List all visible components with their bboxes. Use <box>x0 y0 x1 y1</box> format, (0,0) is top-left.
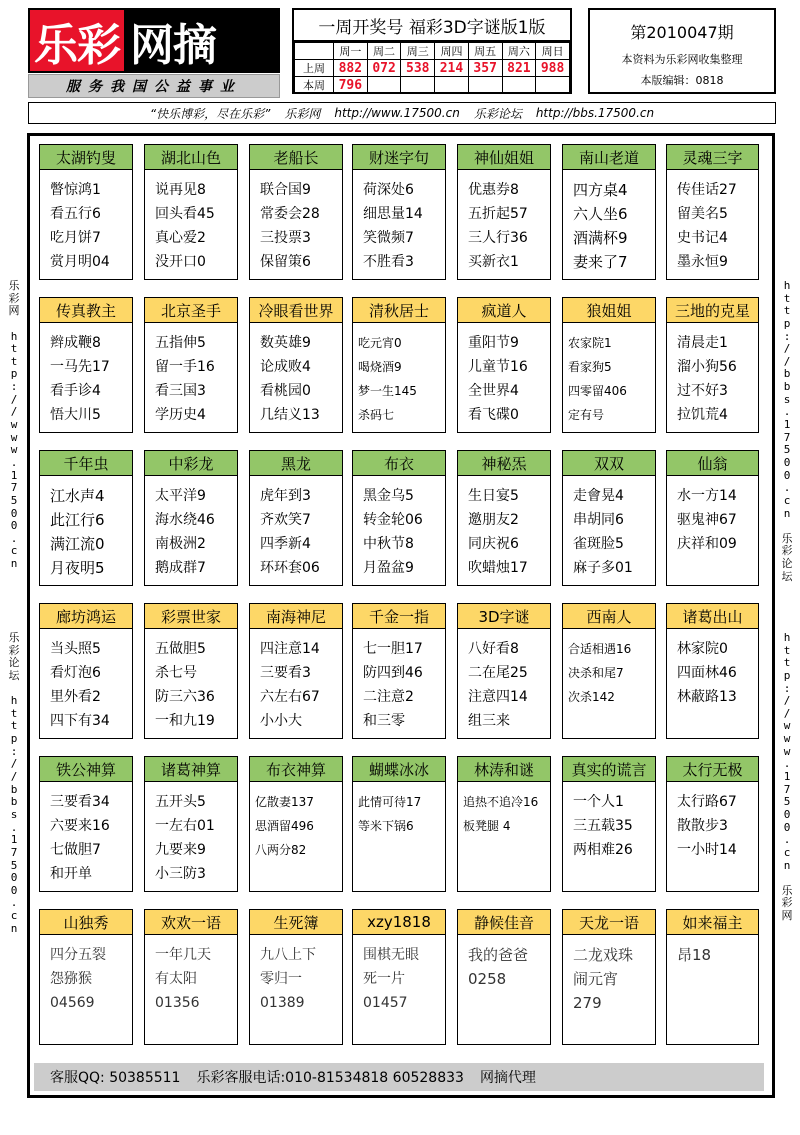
riddle-line: 九要来9 <box>155 842 206 858</box>
riddle-line: 两相难26 <box>573 842 633 858</box>
this-week-number <box>401 77 435 94</box>
riddle-card <box>666 297 759 433</box>
riddle-line: 辫成鞭8 <box>50 335 101 351</box>
riddle-line: 吃月饼7 <box>50 230 101 246</box>
riddle-line: 买新衣1 <box>468 254 519 270</box>
riddle-line: 溜小狗56 <box>677 359 737 375</box>
riddle-line: 五开头5 <box>155 794 206 810</box>
riddle-line: 海水绕46 <box>155 512 215 528</box>
riddle-line: 黑金乌5 <box>363 488 414 504</box>
site-logo[interactable] <box>28 8 280 73</box>
right-sidebar-top[interactable]: h t t p : / / b b s . 1 7 5 0 0 . c n 乐 彩 论 坛 <box>781 279 793 583</box>
riddle-card <box>666 756 759 892</box>
riddle-line: 酒满杯9 <box>573 229 628 247</box>
last-week-number: 214 <box>435 60 469 77</box>
riddle-line: 七做胆7 <box>50 842 101 858</box>
link-bar <box>28 102 776 124</box>
riddle-line: 等米下锅6 <box>358 819 414 833</box>
riddle-card <box>562 297 656 433</box>
agent-label[interactable]: 网摘代理 <box>479 1070 536 1086</box>
riddle-card-title: 太湖钓叟 <box>40 145 132 170</box>
riddle-card-title: 狼姐姐 <box>563 298 655 323</box>
riddle-card-title: 千金一指 <box>353 604 445 629</box>
riddle-card <box>666 909 759 1045</box>
last-week-number: 988 <box>536 60 570 77</box>
riddle-card-title: 天龙一语 <box>563 910 655 935</box>
riddle-card <box>144 756 238 892</box>
riddle-card <box>562 756 656 892</box>
service-phone: 乐彩客服电话:010-81534818 60528833 <box>196 1070 464 1086</box>
riddle-line: 拉饥荒4 <box>677 407 728 423</box>
riddle-line: 几结义13 <box>260 407 320 423</box>
riddle-card-title: 清秋居士 <box>353 298 445 323</box>
riddle-line: 九八上下 <box>260 947 316 963</box>
issue-box <box>588 8 776 94</box>
riddle-card <box>249 603 343 739</box>
riddle-line: 林蔽路13 <box>677 689 737 705</box>
riddle-line: 太行路67 <box>677 794 737 810</box>
forum-link[interactable]: http://bbs.17500.cn <box>535 106 655 120</box>
riddle-card <box>144 144 238 280</box>
riddle-line: 史书记4 <box>677 230 728 246</box>
riddle-line: 板凳腿 4 <box>463 819 511 833</box>
riddle-line: 次杀142 <box>568 690 615 704</box>
riddle-line: 看家狗5 <box>568 360 612 374</box>
riddle-line: 喝烧酒9 <box>358 360 402 374</box>
week-day-5: 周五 <box>468 43 502 60</box>
riddle-line: 虎年到3 <box>260 488 311 504</box>
riddle-card-title: 太行无极 <box>667 757 758 782</box>
riddle-line: 二在尾25 <box>468 665 528 681</box>
riddle-line: 注意四14 <box>468 689 528 705</box>
riddle-line: 六要来16 <box>50 818 110 834</box>
this-week-number <box>502 77 536 94</box>
riddle-line: 中秋节8 <box>363 536 414 552</box>
riddle-line: 五折起57 <box>468 206 528 222</box>
riddle-line: 里外看2 <box>50 689 101 705</box>
riddle-line: 和三零 <box>363 713 405 729</box>
riddle-card-title: 蝴蝶冰冰 <box>353 757 445 782</box>
riddle-line: 儿童节16 <box>468 359 528 375</box>
riddle-card-title: 静候佳音 <box>458 910 550 935</box>
page-title: 一周开奖号 福彩3D字谜版1版 <box>292 8 572 42</box>
week-day-1: 周一 <box>334 43 368 60</box>
riddle-card-title: 老船长 <box>250 145 342 170</box>
riddle-line: 邀朋友2 <box>468 512 519 528</box>
riddle-card <box>562 144 656 280</box>
riddle-card-title: 山独秀 <box>40 910 132 935</box>
riddle-line: 看三国3 <box>155 383 206 399</box>
riddle-card-title: 铁公神算 <box>40 757 132 782</box>
riddle-line: 六人坐6 <box>573 205 628 223</box>
draw-results-table <box>292 42 572 94</box>
this-week-label: 本周 <box>295 77 334 94</box>
footer-bar <box>34 1063 764 1091</box>
last-week-row <box>295 60 570 77</box>
riddle-line: 三要看3 <box>260 665 311 681</box>
last-week-label: 上周 <box>295 60 334 77</box>
week-day-row <box>295 43 570 60</box>
riddle-line: 散散步3 <box>677 818 728 834</box>
riddle-line: 瞥惊鸿1 <box>50 182 101 198</box>
riddle-card-title: 疯道人 <box>458 298 550 323</box>
riddle-line: 七一胆17 <box>363 641 423 657</box>
riddle-card <box>352 756 446 892</box>
riddle-line: 清晨走1 <box>677 335 728 351</box>
slogan: 服务我国公益事业 <box>28 74 280 98</box>
riddle-line: 吃元宵0 <box>358 336 402 350</box>
riddle-line: 不胜看3 <box>363 254 414 270</box>
this-week-number <box>468 77 502 94</box>
riddle-card <box>249 909 343 1045</box>
riddle-line: 死一片 <box>363 971 405 987</box>
riddle-line: 南极洲2 <box>155 536 206 552</box>
riddle-card <box>562 909 656 1045</box>
riddle-card <box>144 297 238 433</box>
this-week-row <box>295 77 570 94</box>
riddle-line: 定有号 <box>568 408 605 422</box>
riddle-line: 齐欢笑7 <box>260 512 311 528</box>
riddle-card <box>352 144 446 280</box>
riddle-card-title: 3D字谜 <box>458 604 550 629</box>
riddle-card <box>562 450 656 586</box>
riddle-line: 五做胆5 <box>155 641 206 657</box>
riddle-card-title: 彩票世家 <box>145 604 237 629</box>
riddle-grid <box>27 133 775 1098</box>
riddle-line: 赏月明04 <box>50 254 110 270</box>
riddle-card <box>457 756 551 892</box>
riddle-line: 围棋无眼 <box>363 947 419 963</box>
riddle-line: 四面林46 <box>677 665 737 681</box>
site-name: 乐彩网 <box>284 106 321 121</box>
riddle-card <box>144 603 238 739</box>
riddle-line: 有太阳 <box>155 971 197 987</box>
riddle-line: 三人行36 <box>468 230 528 246</box>
last-week-number: 072 <box>367 60 401 77</box>
this-week-number: 796 <box>334 77 368 94</box>
riddle-line: 同庆祝6 <box>468 536 519 552</box>
riddle-line: 月夜明5 <box>50 559 105 577</box>
riddle-card <box>249 297 343 433</box>
riddle-line: 真心爱2 <box>155 230 206 246</box>
riddle-card-title: 冷眼看世界 <box>250 298 342 323</box>
riddle-line: 农家院1 <box>568 336 612 350</box>
riddle-line: 此情可待17 <box>358 795 422 809</box>
riddle-card <box>352 603 446 739</box>
riddle-line: 说再见8 <box>155 182 206 198</box>
riddle-line: 五指伸5 <box>155 335 206 351</box>
riddle-line: 细思量14 <box>363 206 423 222</box>
riddle-card <box>457 603 551 739</box>
riddle-line: 保留策6 <box>260 254 311 270</box>
riddle-line: 环环套06 <box>260 560 320 576</box>
riddle-card-title: 传真教主 <box>40 298 132 323</box>
riddle-card <box>249 144 343 280</box>
riddle-card <box>352 450 446 586</box>
riddle-line: 梦一生145 <box>358 384 417 398</box>
riddle-card <box>39 756 133 892</box>
riddle-card-title: 财迷字句 <box>353 145 445 170</box>
site-link[interactable]: http://www.17500.cn <box>334 106 460 120</box>
riddle-card-title: 欢欢一语 <box>145 910 237 935</box>
riddle-line: 昂18 <box>677 946 712 964</box>
riddle-card-title: 真实的谎言 <box>563 757 655 782</box>
week-day-3: 周三 <box>401 43 435 60</box>
riddle-card-title: 湖北山色 <box>145 145 237 170</box>
riddle-line: 鹅成群7 <box>155 560 206 576</box>
riddle-card-title: 西南人 <box>563 604 655 629</box>
riddle-line: 一马先17 <box>50 359 110 375</box>
riddle-card-title: 生死簿 <box>250 910 342 935</box>
riddle-line: 雀斑脸5 <box>573 536 624 552</box>
riddle-line: 杀码七 <box>358 408 395 422</box>
riddle-line: 学历史4 <box>155 407 206 423</box>
riddle-line: 全世界4 <box>468 383 519 399</box>
riddle-card <box>144 909 238 1045</box>
left-sidebar-bottom[interactable]: 乐 彩 论 坛 h t t p : / / b b s . 1 7 5 0 0 . c n <box>8 631 20 935</box>
right-sidebar-bottom[interactable]: h t t p : / / w w w . 1 7 5 0 0 . c n 乐 彩 网 <box>781 631 793 923</box>
riddle-line: 杀七号 <box>155 665 197 681</box>
riddle-line: 麻子多01 <box>573 560 633 576</box>
riddle-line: 三投票3 <box>260 230 311 246</box>
week-day-7: 周日 <box>536 43 570 60</box>
riddle-line: 六左右67 <box>260 689 320 705</box>
riddle-card-title: 黑龙 <box>250 451 342 476</box>
riddle-line: 驱鬼神67 <box>677 512 737 528</box>
riddle-line: 四注意14 <box>260 641 320 657</box>
riddle-line: 01457 <box>363 995 408 1011</box>
riddle-line: 重阳节9 <box>468 335 519 351</box>
riddle-line: 04569 <box>50 995 95 1011</box>
riddle-card <box>666 144 759 280</box>
source-note: 本资料为乐彩网收集整理 <box>621 53 743 66</box>
riddle-line: 常委会28 <box>260 206 320 222</box>
riddle-card-title: 中彩龙 <box>145 451 237 476</box>
riddle-line: 四方桌4 <box>573 181 628 199</box>
riddle-card <box>457 909 551 1045</box>
riddle-card <box>666 450 759 586</box>
riddle-card-title: 北京圣手 <box>145 298 237 323</box>
riddle-card-title: xzy1818 <box>353 910 445 935</box>
last-week-number: 821 <box>502 60 536 77</box>
left-sidebar-top[interactable]: 乐 彩 网 h t t p : / / w w w . 1 7 5 0 0 . c n <box>8 279 20 571</box>
riddle-line: 小小大 <box>260 713 302 729</box>
service-qq: 客服QQ: 50385511 <box>50 1070 181 1086</box>
riddle-card <box>457 450 551 586</box>
riddle-line: 留一手16 <box>155 359 215 375</box>
riddle-line: 零归一 <box>260 971 302 987</box>
riddle-card <box>562 603 656 739</box>
riddle-line: 和开单 <box>50 866 92 882</box>
riddle-line: 看飞碟0 <box>468 407 519 423</box>
riddle-card-title: 仙翁 <box>667 451 758 476</box>
riddle-line: 追热不追冷16 <box>463 795 539 809</box>
riddle-card <box>39 909 133 1045</box>
riddle-line: 怨猕猴 <box>50 971 92 987</box>
riddle-card-title: 南山老道 <box>563 145 655 170</box>
riddle-line: 二注意2 <box>363 689 414 705</box>
riddle-card-title: 诸葛神算 <box>145 757 237 782</box>
riddle-line: 走會晃4 <box>573 488 624 504</box>
riddle-line: 一个人1 <box>573 794 624 810</box>
riddle-card-title: 诸葛出山 <box>667 604 758 629</box>
last-week-number: 538 <box>401 60 435 77</box>
riddle-line: 一和九19 <box>155 713 215 729</box>
this-week-number <box>435 77 469 94</box>
riddle-line: 没开口0 <box>155 254 206 270</box>
riddle-line: 论成败4 <box>260 359 311 375</box>
riddle-line: 小三防3 <box>155 866 206 882</box>
riddle-line: 01356 <box>155 995 200 1011</box>
riddle-card <box>39 450 133 586</box>
riddle-card-title: 廊坊鸿运 <box>40 604 132 629</box>
riddle-card <box>249 450 343 586</box>
week-day-4: 周四 <box>435 43 469 60</box>
riddle-line: 优惠券8 <box>468 182 519 198</box>
riddle-line: 四下有34 <box>50 713 110 729</box>
riddle-line: 思酒留496 <box>255 819 314 833</box>
week-day-6: 周六 <box>502 43 536 60</box>
riddle-card-title: 三地的克星 <box>667 298 758 323</box>
riddle-line: 留美名5 <box>677 206 728 222</box>
riddle-line: 279 <box>573 994 602 1012</box>
riddle-card-title: 如来福主 <box>667 910 758 935</box>
riddle-line: 三五载35 <box>573 818 633 834</box>
motto: “快乐博彩，尽在乐彩” <box>149 106 271 121</box>
riddle-line: 满江流0 <box>50 535 105 553</box>
riddle-card-title: 布衣神算 <box>250 757 342 782</box>
last-week-number: 882 <box>334 60 368 77</box>
riddle-line: 回头看45 <box>155 206 215 222</box>
riddle-line: 决杀和尾7 <box>568 666 624 680</box>
riddle-line: 看五行6 <box>50 206 101 222</box>
logo-red-text: 乐彩 <box>30 10 124 71</box>
riddle-line: 一年几天 <box>155 947 211 963</box>
riddle-line: 墨永恒9 <box>677 254 728 270</box>
riddle-card <box>39 603 133 739</box>
riddle-line: 江水声4 <box>50 487 105 505</box>
riddle-line: 八好看8 <box>468 641 519 657</box>
riddle-card-title: 灵魂三字 <box>667 145 758 170</box>
riddle-card <box>352 909 446 1045</box>
this-week-number <box>367 77 401 94</box>
riddle-line: 四分五裂 <box>50 947 106 963</box>
riddle-line: 林家院0 <box>677 641 728 657</box>
riddle-line: 看灯泡6 <box>50 665 101 681</box>
riddle-line: 我的爸爸 <box>468 946 529 964</box>
riddle-line: 01389 <box>260 995 305 1011</box>
riddle-line: 四季新4 <box>260 536 311 552</box>
riddle-line: 水一方14 <box>677 488 737 504</box>
riddle-line: 转金轮06 <box>363 512 423 528</box>
riddle-card <box>457 144 551 280</box>
riddle-line: 一小时14 <box>677 842 737 858</box>
riddle-card <box>39 144 133 280</box>
riddle-line: 生日宴5 <box>468 488 519 504</box>
riddle-line: 看手诊4 <box>50 383 101 399</box>
riddle-line: 防三六36 <box>155 689 215 705</box>
riddle-card <box>666 603 759 739</box>
riddle-line: 三要看34 <box>50 794 110 810</box>
riddle-card-title: 林涛和谜 <box>458 757 550 782</box>
riddle-line: 此江行6 <box>50 511 105 529</box>
riddle-line: 四零留406 <box>568 384 627 398</box>
riddle-card-title: 南海神尼 <box>250 604 342 629</box>
riddle-line: 月盈盆9 <box>363 560 414 576</box>
riddle-line: 妻来了7 <box>573 253 628 271</box>
last-week-number: 357 <box>468 60 502 77</box>
riddle-line: 笑微频7 <box>363 230 414 246</box>
riddle-card-title: 双双 <box>563 451 655 476</box>
riddle-line: 闹元宵 <box>573 970 619 988</box>
riddle-line: 看桃园0 <box>260 383 311 399</box>
riddle-card <box>249 756 343 892</box>
riddle-card <box>457 297 551 433</box>
empty-corner <box>295 43 334 60</box>
riddle-line: 0258 <box>468 970 507 988</box>
riddle-line: 合适相遇16 <box>568 642 632 656</box>
riddle-card-title: 千年虫 <box>40 451 132 476</box>
riddle-card <box>144 450 238 586</box>
logo-black-text: 网摘 <box>130 19 216 71</box>
riddle-line: 数英雄9 <box>260 335 311 351</box>
riddle-line: 防四到46 <box>363 665 423 681</box>
riddle-card-title: 布衣 <box>353 451 445 476</box>
riddle-line: 荷深处6 <box>363 182 414 198</box>
week-day-2: 周二 <box>367 43 401 60</box>
riddle-line: 悟大川5 <box>50 407 101 423</box>
this-week-number <box>536 77 570 94</box>
editor-note: 本版编辑：0818 <box>640 74 724 87</box>
riddle-line: 组三来 <box>468 713 510 729</box>
riddle-line: 一左右01 <box>155 818 215 834</box>
riddle-line: 吹蜡烛17 <box>468 560 528 576</box>
riddle-line: 联合国9 <box>260 182 311 198</box>
riddle-line: 传佳话27 <box>677 182 737 198</box>
riddle-line: 二龙戏珠 <box>573 946 634 964</box>
riddle-line: 庆祥和09 <box>677 536 737 552</box>
riddle-card <box>39 297 133 433</box>
forum-name: 乐彩论坛 <box>473 106 522 121</box>
riddle-card-title: 神秘炁 <box>458 451 550 476</box>
riddle-line: 太平洋9 <box>155 488 206 504</box>
riddle-card-title: 神仙姐姐 <box>458 145 550 170</box>
riddle-line: 八两分82 <box>255 843 307 857</box>
issue-number: 第2010047期 <box>630 23 734 42</box>
riddle-card <box>352 297 446 433</box>
riddle-line: 过不好3 <box>677 383 728 399</box>
riddle-line: 串胡同6 <box>573 512 624 528</box>
riddle-line: 亿散妻137 <box>255 795 314 809</box>
riddle-line: 当头照5 <box>50 641 101 657</box>
